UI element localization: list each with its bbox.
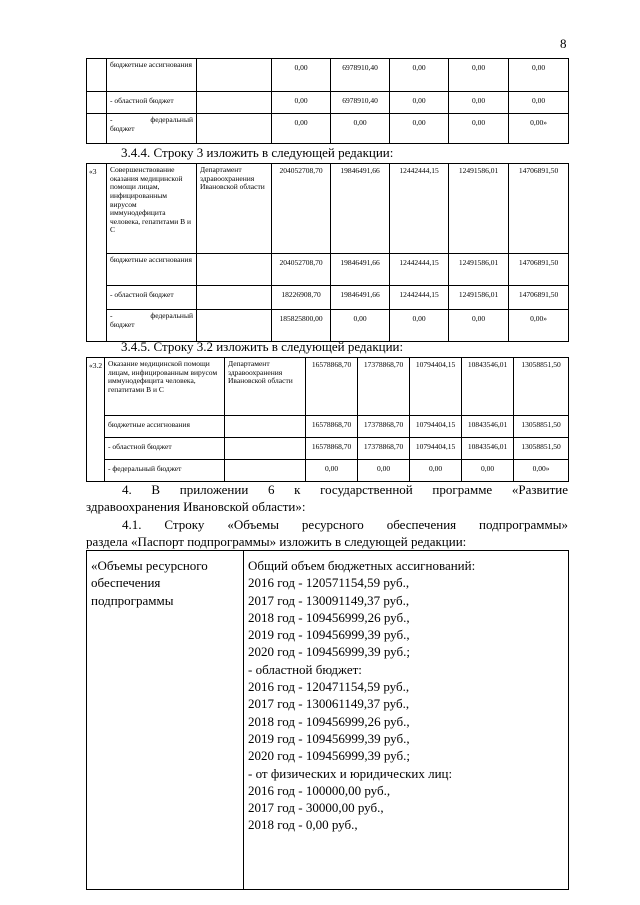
heading-3-4-5: 3.4.5. Строку 3.2 изложить в следующей редакции: xyxy=(121,339,404,354)
row-name: Оказание медицинской помощи лицам, инфицированным вирусом иммунодефицита человека, гепатитами В и С xyxy=(105,358,225,416)
heading-3-4-4: 3.4.4. Строку 3 изложить в следующей редакции: xyxy=(121,145,394,160)
row-name: - федеральный бюджет xyxy=(105,460,225,482)
row-content: Общий объем бюджетных ассигнований: 2016 год - 120571154,59 руб., 2017 год - 130091149,37 руб., 2018 год - 109456999,26 руб., 2019 год - 109456999,39 руб., 2020 год - 109456999,39 руб.; - областной бюджет: 2016 год - 120471154,59 руб., 2017 год - 130061149,37 руб., 2018 год - 109456999,26 руб., 2019 год - 109456999,39 руб., 2020 год - 109456999,39 руб.; - от физических и юридических лиц: 2016 год - 100000,00 руб., 2017 год - 30000,00 руб., 2018 год - 0,00 руб., xyxy=(244,551,569,890)
row-index: «3.2 xyxy=(87,358,105,482)
row-name: Совершенствование оказания медицинской помощи лицам, инфицированным вирусом иммунодефицита человека, гепатитами В и С xyxy=(107,164,197,254)
table-row: - областной бюджет 18226908,70 19846491,66 12442444,15 12491586,01 14706891,50 xyxy=(87,286,569,310)
row-name: - областной бюджет xyxy=(105,438,225,460)
table-row: - федеральный бюджет 185825800,00 0,00 0,00 0,00 0,00» xyxy=(87,310,569,342)
table-row-3 xyxy=(86,163,569,342)
table-row: бюджетные ассигнования 16578868,70 17378868,70 10794404,15 10843546,01 13058851,50 xyxy=(87,416,569,438)
table-row: «3 Совершенствование оказания медицинской помощи лицам, инфицированным вирусом иммунодефицита человека, гепатитами В и С Департамент здравоохранения Ивановской области 204052708,70 19846491,66 12442444,15 12491586,01 14706891,50 xyxy=(87,164,569,254)
table-continuation xyxy=(86,58,569,144)
table-row xyxy=(87,551,569,890)
table-row: бюджетные ассигнования 204052708,70 19846491,66 12442444,15 12491586,01 14706891,50 xyxy=(87,254,569,286)
row-name: - федеральный бюджет xyxy=(107,310,197,342)
paragraph-4-1: 4.1. Строку «Объемы ресурсного обеспечения подпрограммы» раздела «Паспорт подпрограммы» изложить в следующей редакции: xyxy=(86,517,568,549)
page-number: 8 xyxy=(560,36,567,51)
row-name: - областной бюджет xyxy=(107,286,197,310)
row-name: - областной бюджет xyxy=(107,92,197,114)
department: Департамент здравоохранения Ивановской области xyxy=(197,164,272,254)
resource-table xyxy=(86,550,569,890)
table-row: - областной бюджет 0,00 6978910,40 0,00 0,00 0,00 xyxy=(87,92,569,114)
row-index: «3 xyxy=(87,164,107,342)
row-name: - федеральный бюджет xyxy=(107,114,197,144)
row-name: бюджетные ассигнования xyxy=(105,416,225,438)
table-row: - областной бюджет 16578868,70 17378868,70 10794404,15 10843546,01 13058851,50 xyxy=(87,438,569,460)
row-name: бюджетные ассигнования xyxy=(107,254,197,286)
table-row: бюджетные ассигнования 0,00 6978910,40 0,00 0,00 0,00 xyxy=(87,59,569,92)
paragraph-4: 4. В приложении 6 к государственной программе «Развитие здравоохранения Ивановской области»: xyxy=(86,482,568,514)
table-row: - федеральный бюджет 0,00 0,00 0,00 0,00 0,00» xyxy=(87,114,569,144)
department: Департамент здравоохранения Ивановской области xyxy=(225,358,306,416)
table-row-3-2 xyxy=(86,357,569,482)
row-name: бюджетные ассигнования xyxy=(107,59,197,92)
table-row: - федеральный бюджет 0,00 0,00 0,00 0,00 0,00» xyxy=(87,460,569,482)
table-row: «3.2 Оказание медицинской помощи лицам, инфицированным вирусом иммунодефицита человека, гепатитами В и С Департамент здравоохранения Ивановской области 16578868,70 17378868,70 10794404,15 10843546,01 13058851,50 xyxy=(87,358,569,416)
row-label: «Объемы ресурсного обеспечения подпрограммы xyxy=(87,551,244,890)
